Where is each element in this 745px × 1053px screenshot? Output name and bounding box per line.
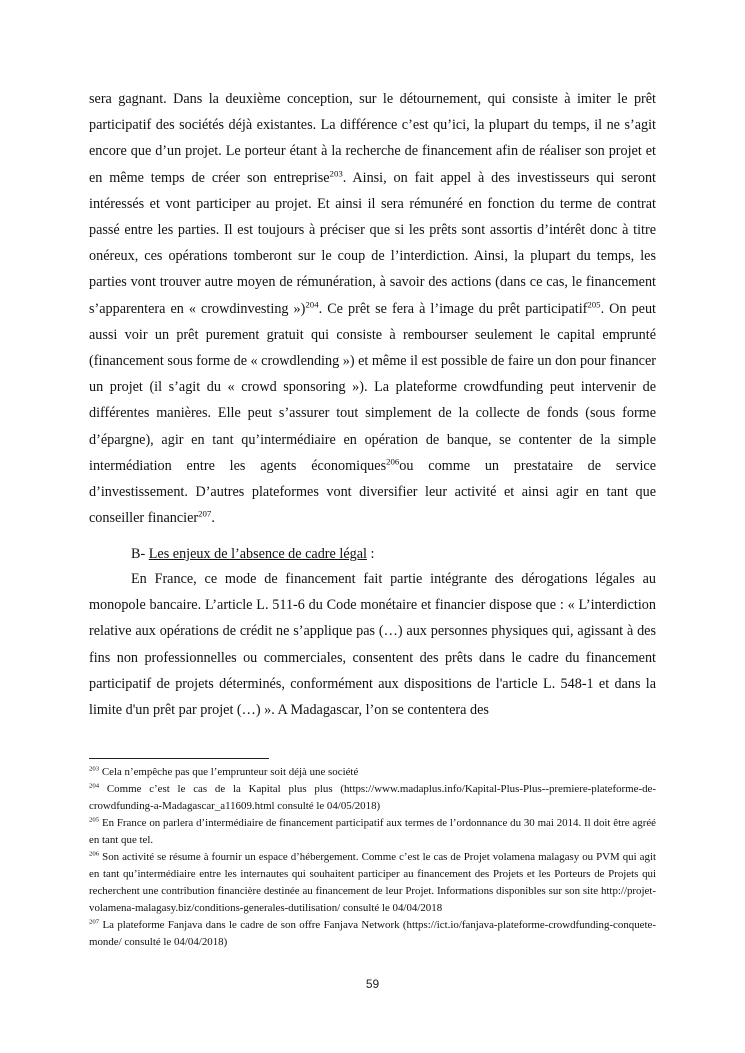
footnote-number: 204 <box>89 782 100 790</box>
footnote-number: 203 <box>89 765 100 773</box>
paragraph-1-text-d: . On peut aussi voir un prêt purement gratuit qui consiste à rembourser seulement le capital emprunté (financement sous forme de « crowdlending ») et même il est possible de faire un don pour financer un projet (il s’agit du « crowd sponsoring »). La plateforme crowdfunding peut intervenir de différentes manières. Elle peut s’assurer tout simplement de la collecte de fonds (sous forme d’épargne), agir en tant qu’intermédiaire en opération de banque, se contenter de la simple intermédiation entre les agents économiques <box>89 300 656 474</box>
footnote-207 <box>89 917 656 951</box>
paragraph-1-text-b: . Ainsi, on fait appel à des investisseurs qui seront intéressés et vont participer au projet. Et ainsi il sera rémunéré en fonction du terme de contrat passé entre les parties. Il est toujours à préciser que si les prêts sont assortis d’intérêt donc à titre onéreux, ces opérations tomberont sur le coup de l’interdiction. Ainsi, la plupart du temps, les parties vont trouver autre moyen de rémunération, à savoir des actions (dans ce cas, le financement s’apparentera en « crowdinvesting ») <box>89 169 656 317</box>
footnote-ref-207[interactable]: 207 <box>198 508 212 519</box>
body-paragraph-2: En France, ce mode de financement fait partie intégrante des dérogations légales au monopole bancaire. L’article L. 511-6 du Code monétaire et financier dispose que : « L’interdiction relative aux opérations de crédit ne s’applique pas (…) aux personnes physiques qui, agissant à des fins non professionnelles ou commerciales, consentent des prêts dans le cadre du financement participatif de projets déterminés, conformément aux dispositions de l'article L. 548-1 et dans la limite d'un prêt par projet (…) ». A Madagascar, l’on se contentera des <box>89 571 656 719</box>
paragraph-1-text-c: . Ce prêt se fera à l’image du prêt participatif <box>318 300 588 317</box>
footnote-ref-204[interactable]: 204 <box>305 298 319 309</box>
footnote-text: Cela n’empêche pas que l’emprunteur soit déjà une société <box>99 766 359 778</box>
section-heading-title: Les enjeux de l’absence de cadre légal <box>148 546 367 562</box>
footnote-204 <box>89 781 656 815</box>
footnote-ref-206[interactable]: 206 <box>386 456 400 467</box>
page-number: 59 <box>365 977 380 991</box>
footnote-separator <box>89 758 269 759</box>
footnotes <box>89 764 656 951</box>
section-heading-prefix: B- <box>131 546 149 562</box>
footnote-number: 207 <box>89 918 100 926</box>
footnote-203 <box>89 764 656 781</box>
footnote-206 <box>89 849 656 917</box>
body-paragraph-1 <box>89 86 656 531</box>
footnote-ref-205[interactable]: 205 <box>587 298 601 309</box>
section-heading-suffix: : <box>366 546 375 562</box>
paragraph-1-text-f: . <box>211 510 215 527</box>
footnote-number: 206 <box>89 850 100 858</box>
section-heading <box>131 544 656 564</box>
footnote-205 <box>89 815 656 849</box>
footnote-text: Comme c’est le cas de la Kapital plus plus (https://www.madaplus.info/Kapital-Plus-Plus--premiere-plateforme-de-crowdfunding-a-Madagascar_a11609.html consulté le 04/05/2018) <box>89 783 656 812</box>
footnote-number: 205 <box>89 816 100 824</box>
footnote-text: En France on parlera d’intermédiaire de financement participatif aux termes de l’ordonnance du 30 mai 2014. Il doit être agréé en tant que tel. <box>89 817 656 846</box>
footnote-text: La plateforme Fanjava dans le cadre de son offre Fanjava Network (https://ict.io/fanjava-plateforme-crowdfunding-conquete-monde/ consulté le 04/04/2018) <box>89 919 656 948</box>
footnote-text: Son activité se résume à fournir un espace d’hébergement. Comme c’est le cas de Projet volamena malagasy ou PVM qui agit en tant qu’intermédiaire entre les internautes qui souhaitent participer au financement des Projets et les Porteurs de Projets qui recherchent une contribution financière destinée au financement de leur Projet. Informations disponibles sur son site http://projet-volamena-malagasy.biz/conditions-generales-dutilisation/ consulté le 04/04/2018 <box>89 851 656 914</box>
footnote-ref-203[interactable]: 203 <box>329 167 343 178</box>
paragraph-1-text-e: ou comme un prestataire de service d’investissement. D’autres plateformes vont diversifier leur activité et ainsi agir en tant que conseiller financier <box>89 457 656 527</box>
paragraph-1-text-a: sera gagnant. Dans la deuxième conception, sur le détournement, qui consiste à imiter le prêt participatif des sociétés déjà existantes. La différence c’est qu’ici, la plupart du temps, il ne s’agit encore que d’un projet. Le porteur étant à la recherche de financement afin de réaliser son projet et en même temps de créer son entreprise <box>89 91 656 186</box>
